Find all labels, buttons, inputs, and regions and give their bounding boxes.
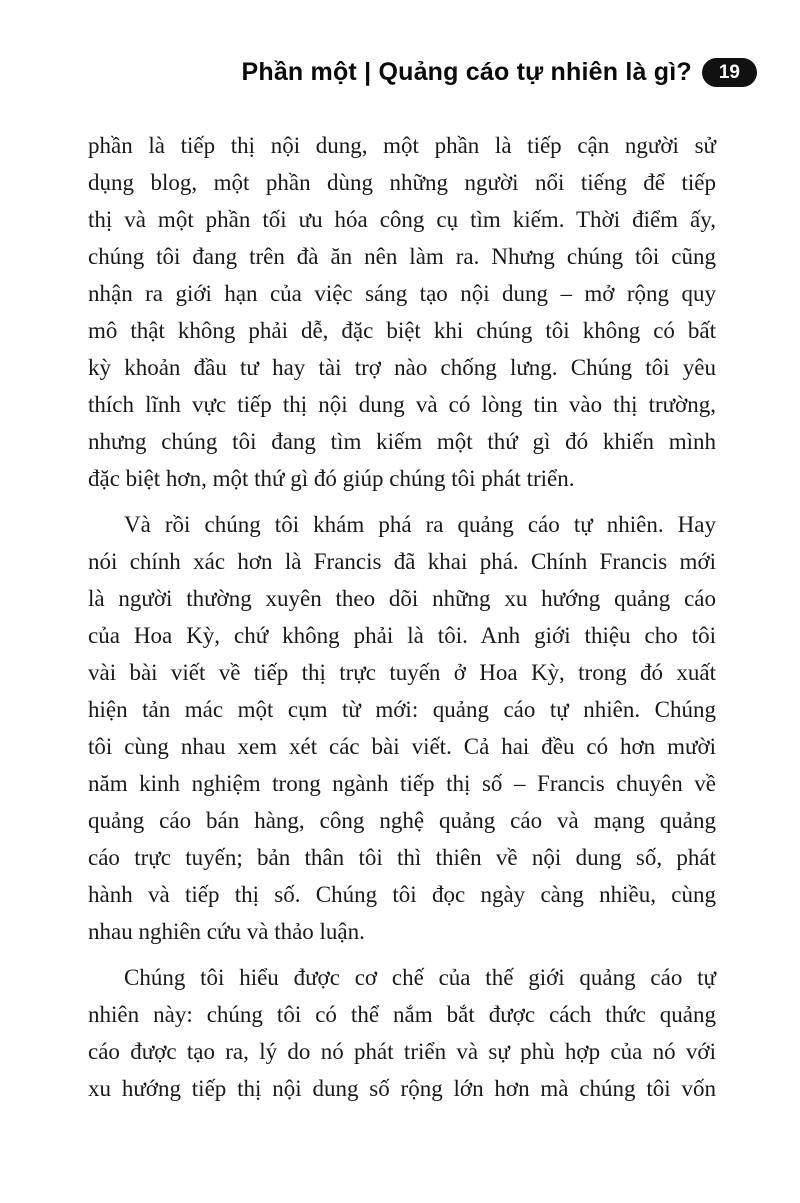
text-line: năm kinh nghiệm trong ngành tiếp thị số – Francis chuyên về: [88, 771, 716, 796]
text-line: thị và một phần tối ưu hóa công cụ tìm kiếm. Thời điểm ấy,: [88, 207, 716, 232]
text-line: là người thường xuyên theo dõi những xu hướng quảng cáo: [88, 586, 716, 611]
text-line: phần là tiếp thị nội dung, một phần là tiếp cận người sử: [88, 133, 716, 158]
text-line: của Hoa Kỳ, chứ không phải là tôi. Anh giới thiệu cho tôi: [88, 623, 716, 648]
text-line: quảng cáo bán hàng, công nghệ quảng cáo và mạng quảng: [88, 808, 716, 833]
text-line: kỳ khoản đầu tư hay tài trợ nào chống lưng. Chúng tôi yêu: [88, 355, 716, 380]
paragraph: [88, 506, 716, 950]
page-header: [0, 58, 757, 87]
text-line: hành và tiếp thị số. Chúng tôi đọc ngày càng nhiều, cùng: [88, 882, 716, 907]
text-line: Và rồi chúng tôi khám phá ra quảng cáo tự nhiên. Hay: [124, 512, 716, 537]
page-body: [88, 127, 716, 1116]
text-line: mô thật không phải dễ, đặc biệt khi chúng tôi không có bất: [88, 318, 716, 343]
paragraph: [88, 959, 716, 1107]
text-line: cáo được tạo ra, lý do nó phát triển và sự phù hợp của nó với: [88, 1039, 716, 1064]
text-line: nhau nghiên cứu và thảo luận.: [88, 919, 365, 944]
text-line: nhưng chúng tôi đang tìm kiếm một thứ gì đó khiến mình: [88, 429, 716, 454]
paragraph: [88, 127, 716, 497]
text-line: nhiên này: chúng tôi có thể nắm bắt được cách thức quảng: [88, 1002, 716, 1027]
text-line: chúng tôi đang trên đà ăn nên làm ra. Nhưng chúng tôi cũng: [88, 244, 716, 269]
text-line: vài bài viết về tiếp thị trực tuyến ở Hoa Kỳ, trong đó xuất: [88, 660, 716, 685]
text-line: dụng blog, một phần dùng những người nổi tiếng để tiếp: [88, 170, 716, 195]
page-number-badge: 19: [702, 58, 757, 87]
header-title: Phần một | Quảng cáo tự nhiên là gì?: [241, 58, 692, 86]
text-line: nhận ra giới hạn của việc sáng tạo nội dung – mở rộng quy: [88, 281, 716, 306]
text-line: cáo trực tuyến; bản thân tôi thì thiên về nội dung số, phát: [88, 845, 716, 870]
text-line: thích lĩnh vực tiếp thị nội dung và có lòng tin vào thị trường,: [88, 392, 716, 417]
text-line: xu hướng tiếp thị nội dung số rộng lớn hơn mà chúng tôi vốn: [88, 1076, 716, 1101]
text-line: tôi cùng nhau xem xét các bài viết. Cả hai đều có hơn mười: [88, 734, 716, 759]
text-line: đặc biệt hơn, một thứ gì đó giúp chúng tôi phát triển.: [88, 466, 575, 491]
text-line: hiện tản mác một cụm từ mới: quảng cáo tự nhiên. Chúng: [88, 697, 716, 722]
text-line: nói chính xác hơn là Francis đã khai phá. Chính Francis mới: [88, 549, 716, 574]
text-line: Chúng tôi hiểu được cơ chế của thế giới quảng cáo tự: [124, 965, 716, 990]
